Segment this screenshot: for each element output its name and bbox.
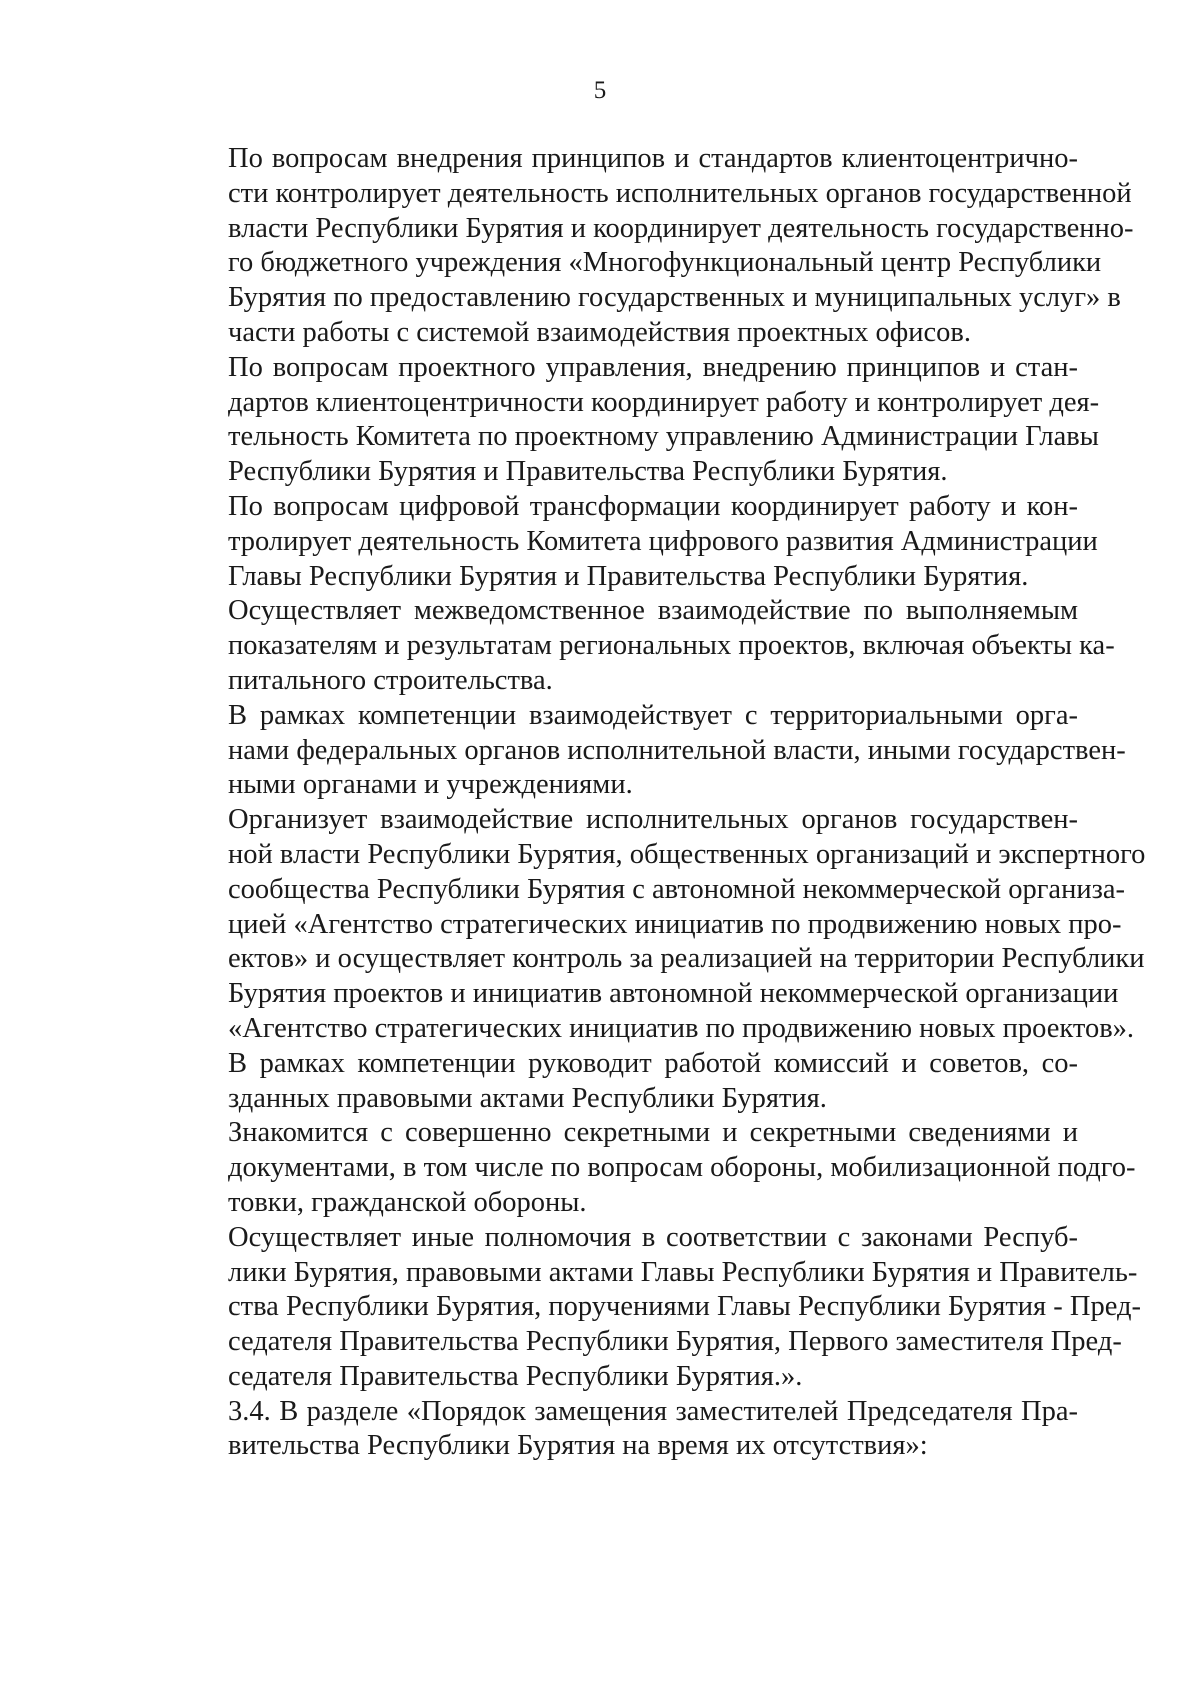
page-number: 5 [593,77,607,104]
paragraph [158,490,1098,594]
paragraph [158,1116,1136,1220]
document-body [158,142,1146,1464]
text-line: седателя Правительства Республики Бурятия.». [228,1360,803,1392]
text-line: власти Республики Бурятия и координирует деятельность государственно- [228,212,1134,244]
text-line: вительства Республики Бурятия на время их отсутствия»: [228,1430,928,1462]
text-line: В рамках компетенции руководит работой комиссий и советов, со- [228,1047,1078,1079]
text-line: Осуществляет иные полномочия в соответствии с законами Респуб- [228,1221,1078,1253]
text-line: тельность Комитета по проектному управлению Администрации Главы [228,421,1099,453]
paragraph [158,1221,1141,1395]
text-line: ства Республики Бурятия, поручениями Главы Республики Бурятия - Пред- [228,1291,1141,1323]
text-line: Бурятия по предоставлению государственных и муниципальных услуг» в [228,282,1121,314]
text-line: зданных правовыми актами Республики Бурятия. [228,1082,827,1114]
text-line: товки, гражданской обороны. [228,1186,587,1218]
paragraph [158,803,1146,1047]
paragraph [158,1395,1078,1465]
paragraph [158,594,1115,698]
text-line: Осуществляет межведомственное взаимодействие по выполняемым [228,595,1078,627]
text-line: Главы Республики Бурятия и Правительства Республики Бурятия. [228,560,1029,592]
text-line: лики Бурятия, правовыми актами Главы Республики Бурятия и Правитель- [228,1256,1138,1288]
paragraph [158,351,1100,490]
text-line: сти контролирует деятельность исполнительных органов государственной [228,177,1132,209]
text-line: ными органами и учреждениями. [228,769,633,801]
text-line: дартов клиентоцентричности координирует работу и контролирует дея- [228,386,1100,418]
text-line: По вопросам проектного управления, внедрению принципов и стан- [228,351,1078,383]
text-line: части работы с системой взаимодействия проектных офисов. [228,316,971,348]
text-line: Бурятия проектов и инициатив автономной некоммерческой организации [228,978,1119,1010]
text-line: Организует взаимодействие исполнительных органов государствен- [228,804,1078,836]
text-line: Знакомится с совершенно секретными и секретными сведениями и [228,1117,1078,1149]
text-line: ной власти Республики Бурятия, общественных организаций и экспертного [228,838,1146,870]
text-line: показателям и результатам региональных проектов, включая объекты ка- [228,630,1115,662]
paragraph [158,142,1134,351]
text-line: По вопросам цифровой трансформации координирует работу и кон- [228,490,1078,522]
text-line: В рамках компетенции взаимодействует с территориальными орга- [228,699,1078,731]
text-line: го бюджетного учреждения «Многофункциональный центр Республики [228,247,1102,279]
text-line: «Агентство стратегических инициатив по продвижению новых проектов». [228,1012,1135,1044]
text-line: цией «Агентство стратегических инициатив по продвижению новых про- [228,908,1122,940]
text-line: тролирует деятельность Комитета цифрового развития Администрации [228,525,1098,557]
text-line: 3.4. В разделе «Порядок замещения заместителей Председателя Пра- [228,1395,1078,1427]
text-line: документами, в том числе по вопросам обороны, мобилизационной подго- [228,1152,1136,1184]
text-line: По вопросам внедрения принципов и стандартов клиентоцентрично- [228,143,1078,174]
text-line: нами федеральных органов исполнительной власти, иными государствен- [228,734,1126,766]
text-line: питального строительства. [228,664,553,696]
text-line: седателя Правительства Республики Бурятия, Первого заместителя Пред- [228,1326,1122,1358]
paragraph [158,1047,1078,1117]
text-line: Республики Бурятия и Правительства Республики Бурятия. [228,456,948,488]
text-line: сообщества Республики Бурятия с автономной некоммерческой организа- [228,873,1125,905]
paragraph [158,699,1126,803]
text-line: ектов» и осуществляет контроль за реализацией на территории Республики [228,943,1145,975]
